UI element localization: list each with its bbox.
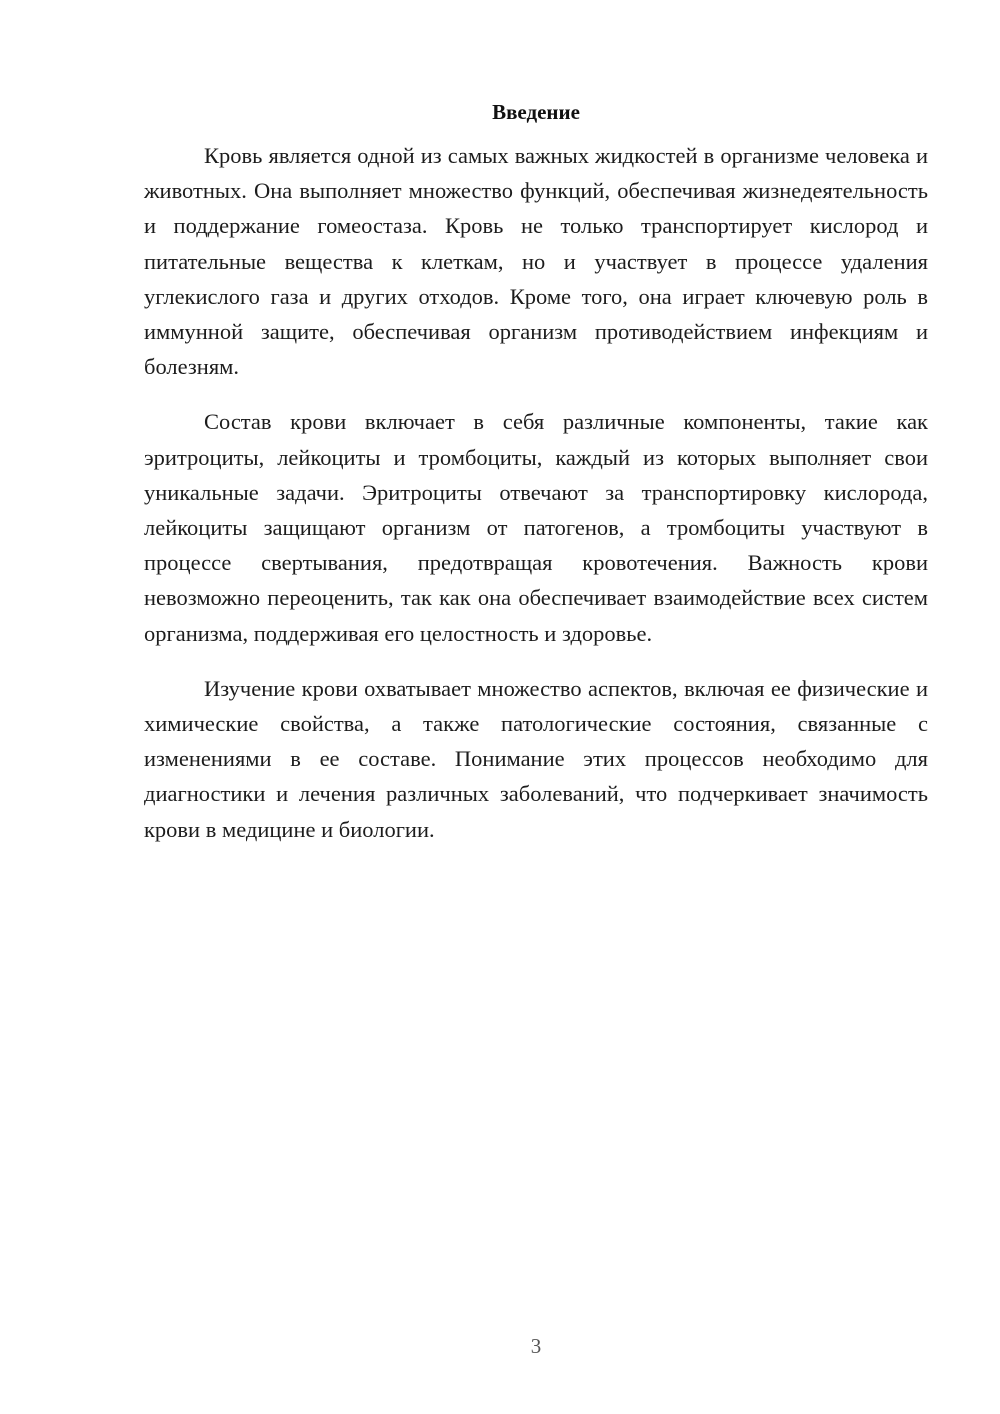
page-number: 3 — [530, 1334, 542, 1358]
section-title: Введение — [492, 100, 580, 124]
paragraph-1: Кровь является одной из самых важных жидкостей в организме человека и животных. Она выполняет множество функций, обеспечивая жизнедеятельность и поддержание гомеостаза. Кровь не только транспортирует кислород и питательные вещества к клеткам, но и участвует в процессе удаления углекислого газа и других отходов. Кроме того, она играет ключевую роль в иммунной защите, обеспечивая организм противодействием инфекциям и болезням. — [144, 143, 928, 380]
document-body — [144, 98, 928, 867]
paragraph-3: Изучение крови охватывает множество аспектов, включая ее физические и химические свойства, а также патологические состояния, связанные с изменениями в ее составе. Понимание этих процессов необходимо для диагностики и лечения различных заболеваний, что подчеркивает значимость крови в медицине и биологии. — [144, 675, 928, 842]
paragraph-2: Состав крови включает в себя различные компоненты, такие как эритроциты, лейкоциты и тромбоциты, каждый из которых выполняет свои уникальные задачи. Эритроциты отвечают за транспортировку кислорода, лейкоциты защищают организм от патогенов, а тромбоциты участвуют в процессе свертывания, предотвращая кровотечения. Важность крови невозможно переоценить, так как она обеспечивает взаимодействие всех систем организма, поддерживая его целостность и здоровье. — [144, 409, 928, 646]
